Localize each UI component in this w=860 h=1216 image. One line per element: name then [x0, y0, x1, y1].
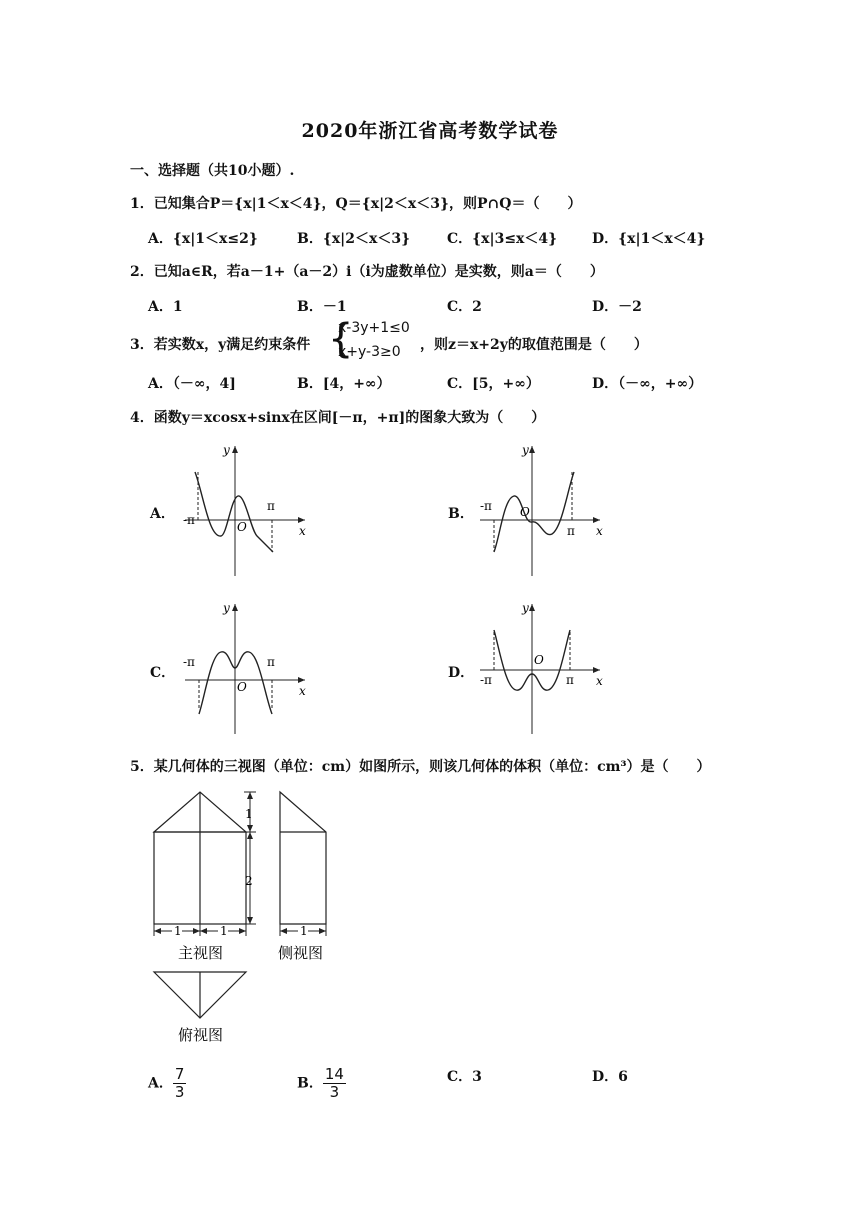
- front-view-label: 主视图: [178, 944, 224, 962]
- constraint-2: x+y-3≥0: [338, 344, 401, 360]
- x-axis-label: x: [596, 524, 603, 538]
- graph-b: [470, 438, 610, 578]
- y-axis-label: y: [223, 601, 230, 615]
- pi-label: π: [267, 655, 275, 669]
- x-axis-label: x: [299, 684, 306, 698]
- neg-pi-label: -π: [480, 673, 492, 687]
- question-1-option-b[interactable]: B．{x|2＜x＜3}: [297, 231, 411, 247]
- question-3-option-d[interactable]: D．（－∞，+∞）: [592, 376, 703, 392]
- y-axis-label: y: [522, 601, 529, 615]
- fraction-seven-thirds: $\frac{7}{3}$: [174, 1065, 185, 1101]
- question-4-stem: 4．函数y＝xcosx+sinx在区间[－π，+π]的图象大致为（ ）: [130, 410, 546, 426]
- system-brace: {: [328, 316, 354, 362]
- question-5-option-d[interactable]: D．6: [592, 1069, 628, 1085]
- question-5-option-a[interactable]: [148, 1066, 186, 1101]
- question-3-option-c[interactable]: C．[5，+∞）: [447, 376, 540, 392]
- question-3-option-b[interactable]: B．[4，+∞）: [297, 376, 391, 392]
- question-5-stem: 5．某几何体的三视图（单位：cm）如图所示，则该几何体的体积（单位：cm³）是（ ）: [130, 759, 711, 775]
- page-title: 2020年浙江省高考数学试卷: [301, 120, 559, 142]
- y-axis-label: y: [522, 443, 529, 457]
- question-4-option-c[interactable]: C．: [150, 665, 176, 681]
- three-view-diagram: [148, 786, 348, 1048]
- question-3-stem-end: ，则z＝x+2y的取值范围是（ ）: [420, 337, 648, 353]
- dim-width-1: 1: [174, 924, 182, 938]
- question-3-option-a[interactable]: A．（－∞，4]: [148, 376, 236, 392]
- graph-d: [470, 596, 610, 736]
- origin-label: O: [237, 680, 247, 694]
- neg-pi-label: -π: [183, 655, 195, 669]
- dim-width-3: 1: [300, 924, 308, 938]
- question-5-option-c[interactable]: C．3: [447, 1069, 482, 1085]
- graph-a: [175, 438, 315, 578]
- pi-label: π: [567, 524, 575, 538]
- graph-c: [175, 596, 315, 736]
- fraction-fourteen-thirds: $\frac{14}{3}$: [324, 1065, 344, 1101]
- origin-label: O: [237, 520, 247, 534]
- question-4-option-d[interactable]: D．: [448, 665, 475, 681]
- question-3-stem-start: 3．若实数x，y满足约束条件: [130, 337, 311, 353]
- option-a-letter: A．: [148, 1075, 173, 1092]
- question-2-option-b[interactable]: B．－1: [297, 299, 347, 315]
- question-2-option-c[interactable]: C．2: [447, 299, 482, 315]
- question-1-stem: 1．已知集合P＝{x|1＜x＜4}，Q＝{x|2＜x＜3}，则P∩Q＝（ ）: [130, 196, 582, 212]
- origin-label: O: [520, 505, 530, 519]
- neg-pi-label: -π: [480, 499, 492, 513]
- x-axis-label: x: [299, 524, 306, 538]
- x-axis-label: x: [596, 674, 603, 688]
- top-view-label: 俯视图: [178, 1026, 224, 1044]
- question-1-option-d[interactable]: D．{x|1＜x＜4}: [592, 231, 706, 247]
- pi-label: π: [566, 673, 574, 687]
- dim-width-2: 1: [220, 924, 228, 938]
- section-heading: 一、选择题（共10小题）.: [130, 163, 295, 179]
- question-1-option-a[interactable]: A．{x|1＜x≤2}: [148, 231, 258, 247]
- question-1-option-c[interactable]: C．{x|3≤x＜4}: [447, 231, 558, 247]
- neg-pi-label: -π: [183, 513, 195, 527]
- question-2-option-d[interactable]: D．－2: [592, 299, 642, 315]
- side-view-label: 侧视图: [278, 944, 324, 962]
- dim-height-1: 1: [245, 807, 253, 821]
- question-4-option-a[interactable]: A．: [150, 506, 175, 522]
- constraint-1: x-3y+1≤0: [338, 320, 410, 336]
- question-4-option-b[interactable]: B．: [448, 506, 474, 522]
- question-2-option-a[interactable]: A．1: [148, 299, 183, 315]
- question-2-stem: 2．已知a∈R，若a－1+（a－2）i（i为虚数单位）是实数，则a＝（ ）: [130, 264, 604, 280]
- pi-label: π: [267, 499, 275, 513]
- y-axis-label: y: [223, 443, 230, 457]
- option-b-letter: B．: [297, 1075, 323, 1092]
- question-5-option-b[interactable]: [297, 1066, 346, 1101]
- origin-label: O: [534, 653, 544, 667]
- dim-height-2: 2: [245, 874, 253, 888]
